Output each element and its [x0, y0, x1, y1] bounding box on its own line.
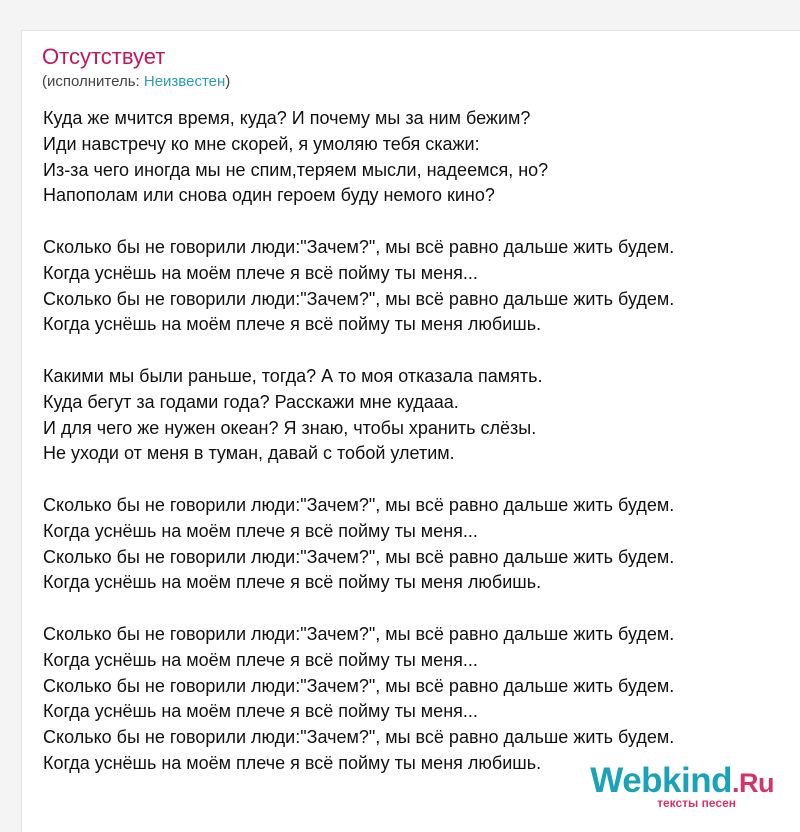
lyric-line: Сколько бы не говорили люди:"Зачем?", мы всё равно дальше жить будем. — [43, 727, 675, 748]
lyric-line: Куда же мчится время, куда? И почему мы за ним бежим? — [43, 108, 531, 128]
stanza — [43, 106, 783, 209]
lyric-line: Иди навстречу ко мне скорей, я умоляю тебя скажи: — [43, 133, 480, 154]
stanza — [43, 493, 783, 596]
watermark-tagline: тексты песен — [657, 796, 736, 810]
lyric-line: И для чего же нужен океан? Я знаю, чтобы хранить слёзы. — [43, 417, 537, 438]
artist-suffix: ) — [225, 73, 231, 90]
lyric-line: Когда уснёшь на моём плече я всё пойму ты меня любишь. — [43, 572, 542, 593]
lyric-line: Сколько бы не говорили люди:"Зачем?", мы всё равно дальше жить будем. — [43, 546, 675, 567]
lyric-line: Какими мы были раньше, тогда? А то моя отказала память. — [43, 365, 543, 386]
lyric-line: Когда уснёшь на моём плече я всё пойму ты меня... — [43, 649, 478, 670]
lyric-line: Когда уснёшь на моём плече я всё пойму ты меня... — [43, 262, 478, 283]
lyric-line: Сколько бы не говорили люди:"Зачем?", мы всё равно дальше жить будем. — [43, 288, 675, 309]
lyric-line: Сколько бы не говорили люди:"Зачем?", мы всё равно дальше жить будем. — [43, 236, 675, 257]
artist-link[interactable]: Неизвестен — [143, 73, 226, 90]
lyric-line: Когда уснёшь на моём плече я всё пойму ты меня... — [43, 520, 478, 541]
lyric-line: Сколько бы не говорили люди:"Зачем?", мы всё равно дальше жить будем. — [43, 494, 675, 515]
watermark-logo-tld: .Ru — [732, 768, 774, 798]
watermark-logo-main: Webkind — [590, 761, 732, 800]
song-title: Отсутствует — [42, 44, 166, 69]
webkind-watermark — [590, 762, 774, 809]
stanza — [43, 235, 783, 338]
lyric-line: Когда уснёшь на моём плече я всё пойму ты меня любишь. — [43, 752, 542, 773]
lyrics-body — [43, 106, 783, 777]
lyric-line: Сколько бы не говорили люди:"Зачем?", мы всё равно дальше жить будем. — [43, 675, 675, 696]
lyric-line: Когда уснёшь на моём плече я всё пойму ты меня любишь. — [43, 314, 542, 335]
artist-line — [42, 73, 230, 91]
stanza — [43, 364, 783, 467]
lyric-line: Когда уснёшь на моём плече я всё пойму ты меня... — [43, 701, 478, 722]
lyric-line: Куда бегут за годами года? Расскажи мне кудааа. — [43, 391, 459, 412]
artist-prefix: (исполнитель: — [42, 73, 144, 90]
lyric-line: Из-за чего иногда мы не спим,теряем мысли, надеемся, но? — [43, 159, 549, 180]
lyric-line: Сколько бы не говорили люди:"Зачем?", мы всё равно дальше жить будем. — [43, 623, 675, 644]
stanza — [43, 622, 783, 777]
lyric-line: Напополам или снова один героем буду немого кино? — [43, 185, 495, 206]
lyric-line: Не уходи от меня в туман, давай с тобой улетим. — [43, 443, 455, 464]
